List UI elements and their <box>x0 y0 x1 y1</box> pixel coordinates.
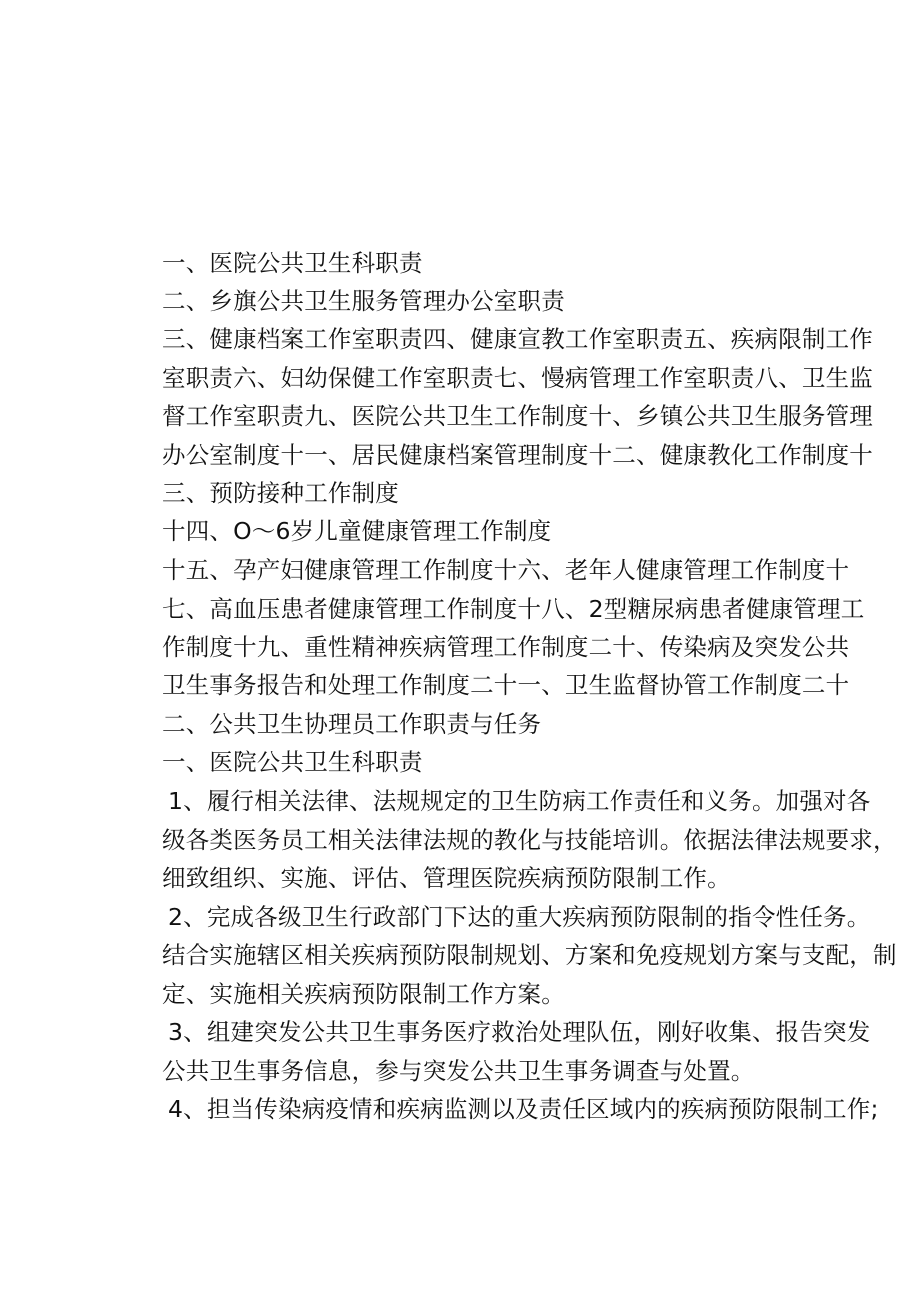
paragraph-2-line-2: 结合实施辖区相关疾病预防限制规划、方案和免疫规划方案与支配，制 <box>162 941 897 969</box>
paragraph-1-line-3: 细致组织、实施、评估、管理医院疾病预防限制工作。 <box>162 864 731 892</box>
toc-line-6: 办公室制度十一、居民健康档案管理制度十二、健康教化工作制度十 <box>162 441 873 469</box>
toc-line-10: 七、高血压患者健康管理工作制度十八、2型糖尿病患者健康管理工 <box>162 595 865 623</box>
paragraph-2-line-3: 定、实施相关疾病预防限制工作方案。 <box>162 980 565 1008</box>
paragraph-3-line-2: 公共卫生事务信息，参与突发公共卫生事务调查与处置。 <box>162 1057 755 1085</box>
toc-line-3: 三、健康档案工作室职责四、健康宣教工作室职责五、疾病限制工作 <box>162 325 873 353</box>
toc-line-5: 督工作室职责九、医院公共卫生工作制度十、乡镇公共卫生服务管理 <box>162 402 873 430</box>
section-heading: 一、医院公共卫生科职责 <box>162 748 423 776</box>
paragraph-3-line-1: 3、组建突发公共卫生事务医疗救治处理队伍，刚好收集、报告突发 <box>168 1018 871 1046</box>
toc-line-1: 一、医院公共卫生科职责 <box>162 249 423 277</box>
toc-line-12: 卫生事务报告和处理工作制度二十一、卫生监督协管工作制度二十 <box>162 671 850 699</box>
toc-line-2: 二、乡旗公共卫生服务管理办公室职责 <box>162 287 565 315</box>
toc-line-8: 十四、O～6岁儿童健康管理工作制度 <box>162 517 552 545</box>
paragraph-2-line-1: 2、完成各级卫生行政部门下达的重大疾病预防限制的指令性任务。 <box>168 903 871 931</box>
paragraph-4-line-1: 4、担当传染病疫情和疾病监测以及责任区域内的疾病预防限制工作; <box>168 1095 879 1123</box>
paragraph-1-line-1: 1、履行相关法律、法规规定的卫生防病工作责任和义务。加强对各 <box>168 787 871 815</box>
toc-line-7: 三、预防接种工作制度 <box>162 479 399 507</box>
toc-line-9: 十五、孕产妇健康管理工作制度十六、老年人健康管理工作制度十 <box>162 556 850 584</box>
toc-line-13: 二、公共卫生协理员工作职责与任务 <box>162 710 542 738</box>
toc-line-11: 作制度十九、重性精神疾病管理工作制度二十、传染病及突发公共 <box>162 633 850 661</box>
toc-line-4: 室职责六、妇幼保健工作室职责七、慢病管理工作室职责八、卫生监 <box>162 364 873 392</box>
paragraph-1-line-2: 级各类医务员工相关法律法规的教化与技能培训。依据法律法规要求， <box>162 826 897 854</box>
